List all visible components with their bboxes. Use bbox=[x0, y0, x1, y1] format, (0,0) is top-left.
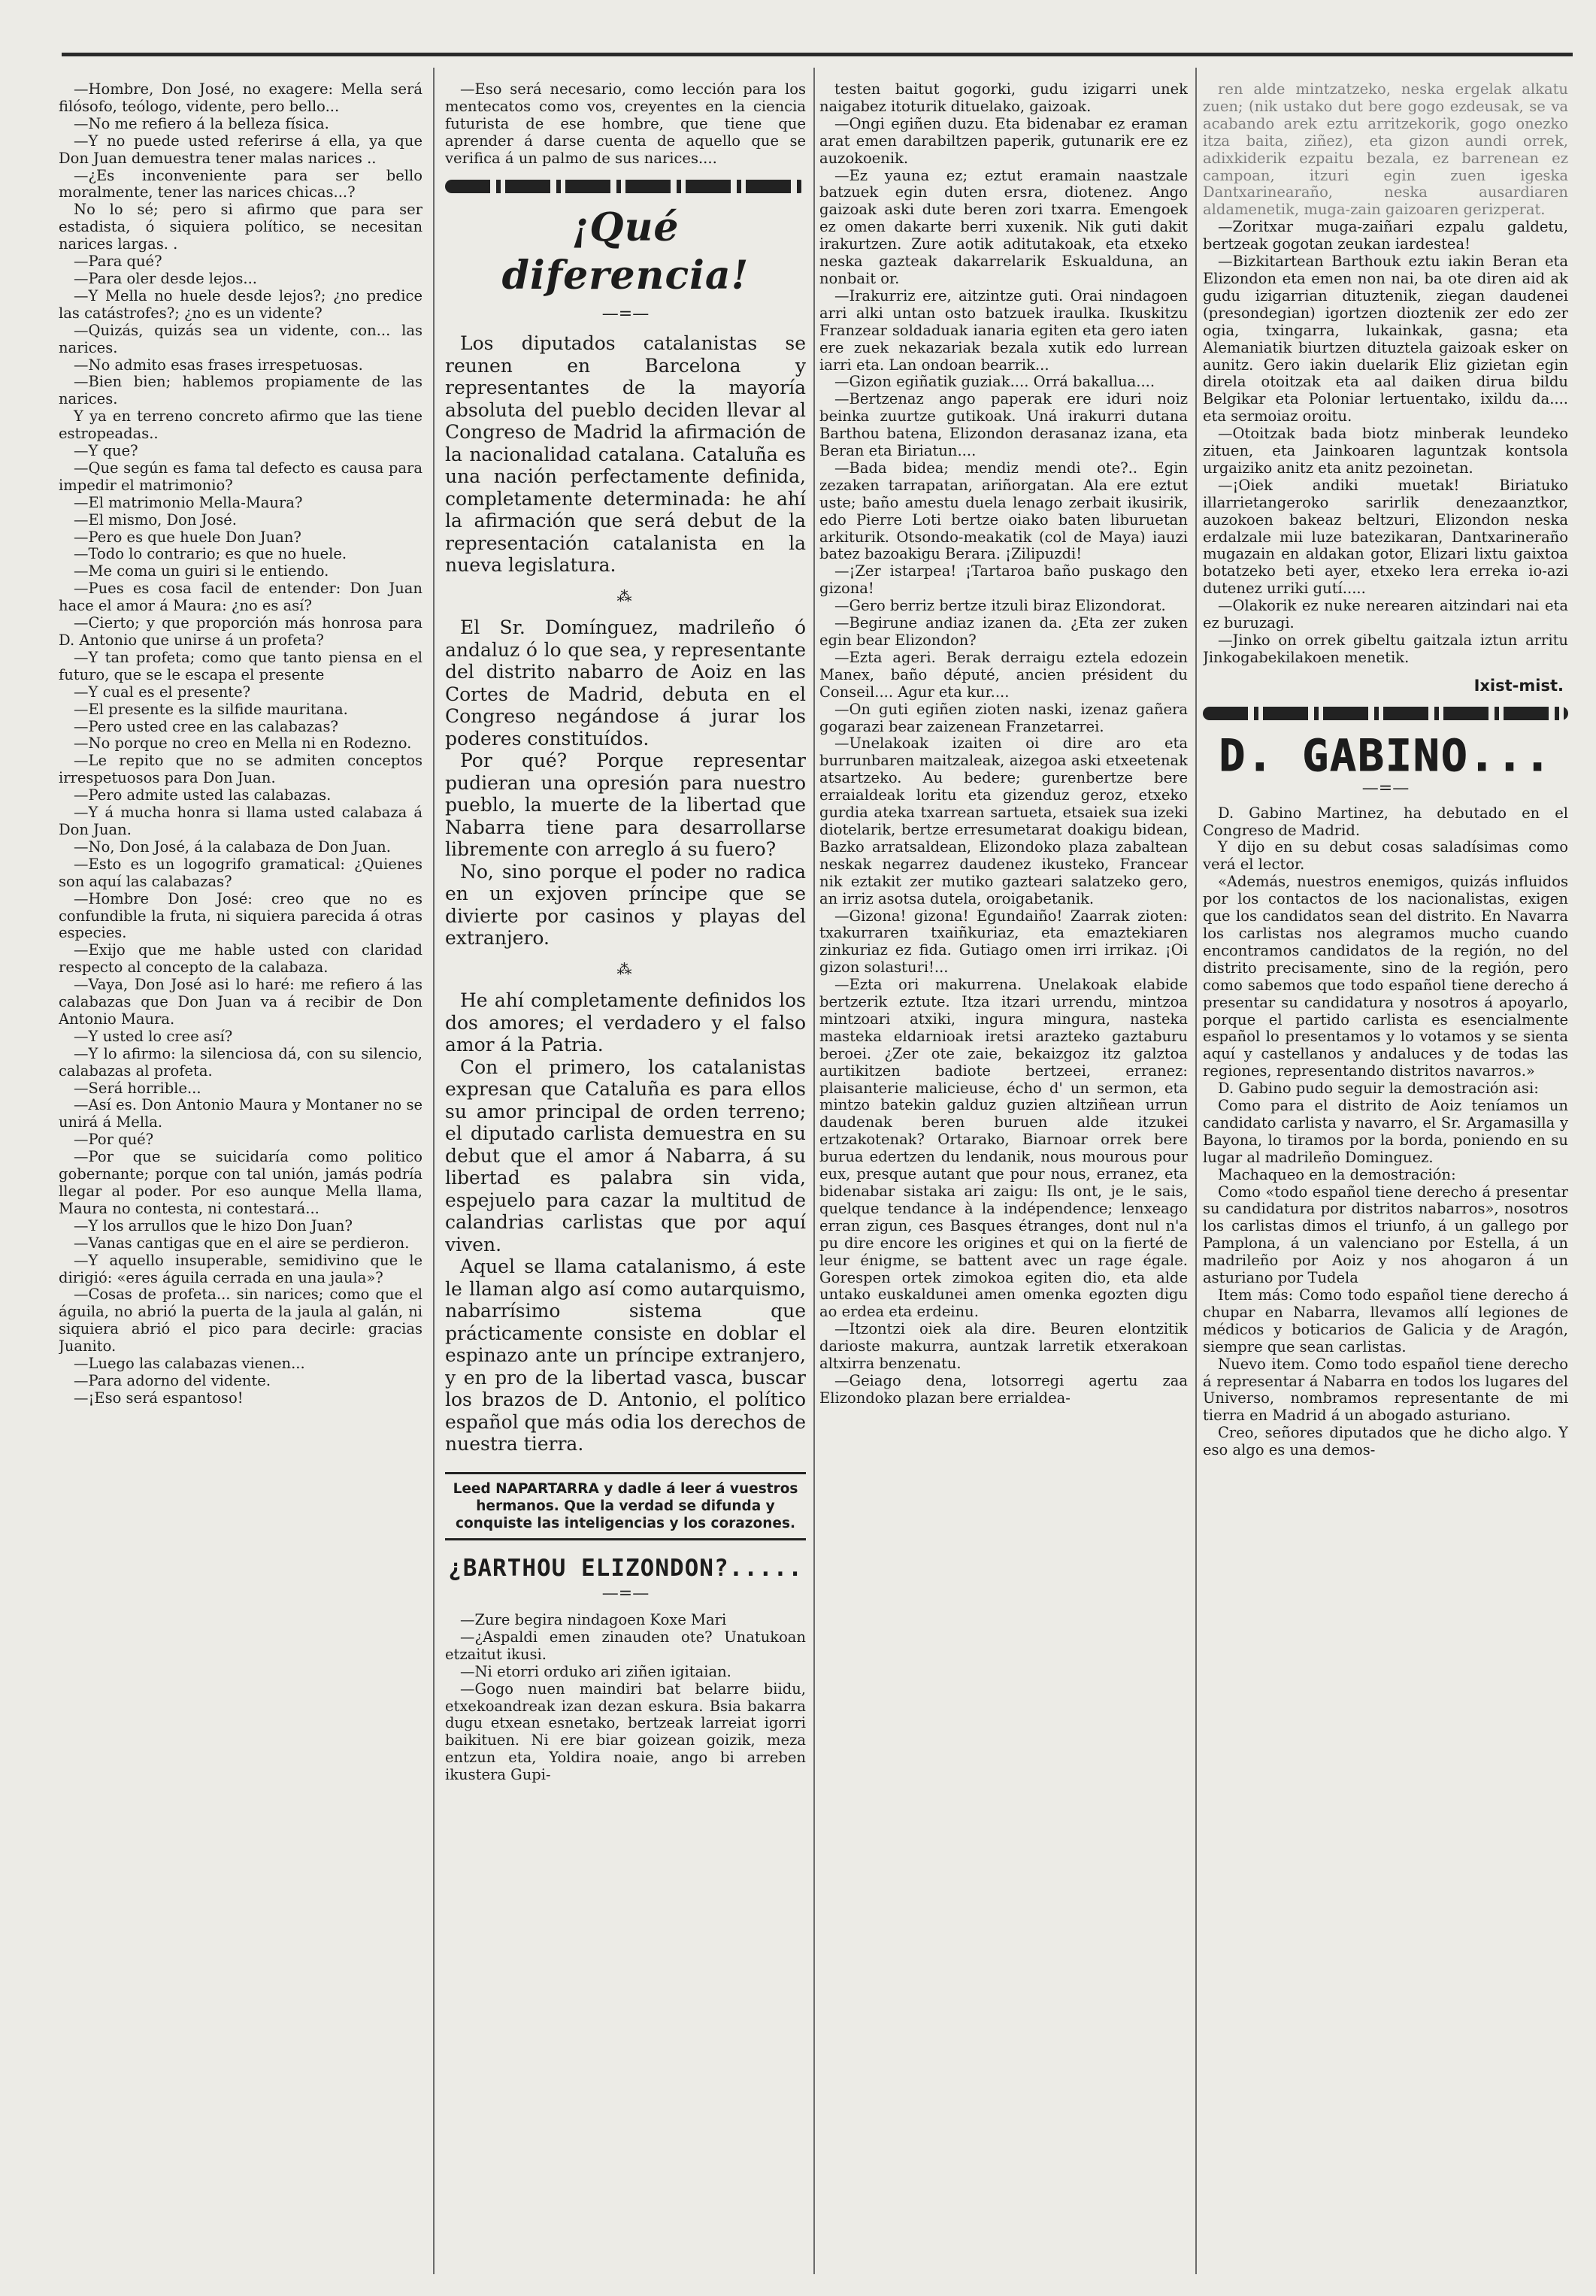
paragraph: Machaqueo en la demostración: bbox=[1218, 1165, 1456, 1183]
paragraph: Y ya en terreno concreto afirmo que las tiene estropeadas.. bbox=[59, 407, 422, 443]
paragraph: —Luego las calabazas vienen... bbox=[74, 1355, 305, 1373]
article-body-3 bbox=[445, 989, 806, 1455]
paragraph: —Bertzenaz ango paperak ere iduri noiz beinka zuurtze gutikoak. Uná irakurri dutana Barthou batena, Elizondon derasanaz izana, eta Beran eta Biriatun.... bbox=[819, 390, 1188, 460]
paragraph: —¿Aspaldi emen zinauden ote? Unatukoan etzaitut ikusi. bbox=[445, 1628, 806, 1663]
article-d-gabino-body bbox=[1203, 805, 1568, 1459]
paragraph: Nuevo item. Como todo español tiene derecho á representar á Nabarra en todos los lugares del Universo, nombramos representante de mi tierra en Madrid á un abogado asturiano. bbox=[1203, 1355, 1568, 1425]
paragraph: —Ongi egiñen duzu. Eta bidenabar ez eraman arat emen darabiltzen paperik, gutunarik ere ez auzokoenik. bbox=[819, 114, 1188, 167]
paragraph: —Y cual es el presente? bbox=[74, 683, 251, 701]
subheadline-dash: —=— bbox=[601, 1583, 650, 1603]
column-2-intro: —Eso será necesario, como lección para los mentecatos como vos, creyentes en la ciencia futurista de ese hombre, que tiene que aprender á darse cuenta de aquello que se verifica á un palmo de sus narices.... bbox=[445, 81, 806, 167]
paragraph: —Y Mella no huele desde lejos?; ¿no predice las catástrofes?; ¿no es un vidente? bbox=[59, 286, 422, 322]
paragraph: —Zoritxar muga-zaiñari ezpalu galdetu, bertzeak gogotan zeukan iardestea! bbox=[1203, 218, 1568, 253]
paragraph: —Y á mucha honra si llama usted calabaza á Don Juan. bbox=[59, 804, 422, 838]
paragraph: —Será horrible... bbox=[74, 1079, 201, 1097]
headline-dash: —=— bbox=[1361, 778, 1410, 798]
paragraph: —Olakorik ez nuke nerearen aitzindari nai eta ez buruzagi. bbox=[1203, 597, 1568, 632]
paragraph: —Exijo que me hable usted con claridad respecto al concepto de la calabaza. bbox=[59, 941, 422, 977]
paragraph: testen baitut gogorki, gudu izigarri unek naigabez itoturik dituelako, gaizoak. bbox=[819, 81, 1188, 115]
column-1-dialogue bbox=[59, 81, 422, 2281]
paragraph: —¡Zer istarpea! ¡Tartaroa baño puskago den gizona! bbox=[819, 562, 1188, 598]
paragraph: —Bizkitartean Barthouk eztu iakin Beran eta Elizondon eta emen non nai, ba ote diren aid ak gudu izigarrian dituztenik, ziegan daudenei (presondegian) igortzen dioztenik zer edo zer ogia, txingarra, lukainkak, gasna; eta Alemaniatik biurtzen dituztela gaizoak esker on aunitz. Gero iakin duelarik Eliz gizietan egin direla otoitzak eta aal daiken dirua bildu Belgikar eta Poloniar lertuentako, ixildu da.... eta sermoiaz oroitu. bbox=[1203, 253, 1568, 426]
paragraph: —Pues es cosa facil de entender: Don Juan hace el amor á Maura: ¿no es así? bbox=[59, 580, 422, 615]
paragraph: —El matrimonio Mella-Maura? bbox=[74, 493, 303, 511]
paragraph: —Y tan profeta; como que tanto piensa en el futuro, que se le escapa el presente bbox=[59, 648, 422, 683]
paragraph: Item más: Como todo español tiene derecho á chupar en Nabarra, llevamos allí legiones de médicos y boticarios de Galicia y de Aragón, siempre que sean carlistas. bbox=[1203, 1286, 1568, 1355]
article-body-1 bbox=[445, 332, 806, 577]
promo-box: Leed NAPARTARRA y dadle á leer á vuestros hermanos. Que la verdad se difunda y conquiste las inteligencias y los corazones. bbox=[445, 1472, 806, 1540]
paragraph: —Y aquello insuperable, semidivino que le dirigió: «eres águila cerrada en una jaula»? bbox=[59, 1251, 422, 1286]
paragraph: —Quizás, quizás sea un vidente, con... las narices. bbox=[59, 321, 422, 356]
paragraph: —Para qué? bbox=[74, 253, 162, 271]
paragraph: El Sr. Domínguez, madrileño ó andaluz ó lo que sea, y representante del distrito nabarro de Aoiz en las Cortes de Madrid, debuta en el Congreso negándose á jurar los poderes constituídos. bbox=[445, 616, 806, 750]
headline-d-gabino: D. GABINO... bbox=[1219, 729, 1552, 781]
paragraph: —Ezta ori makurrena. Unelakoak elabide bertzerik eztute. Itza itzari urrendu, mintzoa mintzoari atxiki, ingura mingura, nasteka masteka eldarnioak iretsi arazteko gaztaburu beroei. ¿Zer ote zaie, bekaizgoz itz galztoa aurtikitzen badiote bertzeei, erranez: plaisanterie malicieuse, écho d' un sermon, eta mintzo batekin galduz guzien altziñean urrun daudenak beren buruen alde itzukei ertzakotenak? Ortarako, Biarnoar orrek bere burua edertzen du lendanik, nous mourous pour eux, presque autant que pour nous, erranez, eta bidenabar sistaka ari zaigu: Ils ont, je le sais, quelque tendance à la indépendence; lenxeago erran zigun, ces Basques étranges, dont nul n'a pu dire encore les origines et qui on la fierté de leur énigme, se battent avec un rage égale. Gorespen ortek zimokoa egiten dio, eta alde untako euskaldunei amen omenka egozten digu ao erdea eta erdeinu. bbox=[819, 976, 1188, 1321]
paragraph: —Hombre, Don José, no exagere: Mella será filósofo, teólogo, vidente, pero bello... bbox=[59, 81, 422, 115]
paragraph: —No me refiero á la belleza física. bbox=[74, 114, 329, 132]
paragraph: —Otoitzak bada biotz minberak leundeko zituen, eta Jainkoaren laguntzak kontsola urgaiziko anitz eta anitz pezoinetan. bbox=[1203, 425, 1568, 477]
column-2 bbox=[445, 81, 806, 2281]
paragraph: —El presente es la silfide mauritana. bbox=[74, 700, 348, 718]
paragraph: —Gizon egiñatik guziak.... Orrá bakallua.... bbox=[834, 373, 1155, 391]
paragraph: —Ezta ageri. Berak derraigu eztela edozein Manex, baño député, ancien président du Conseil.... Agur eta kur.... bbox=[819, 648, 1188, 701]
paragraph: —Gogo nuen maindiri bat belarre biidu, etxekoandreak izan dezan eskura. Bsia bakarra dugu etxean esnetako, bertzeak larreiat igorri baikituen. Ni ere biar goizean goizik, meza entzun eta, Yoldira noaie, ango bi arreben ikustera Gupi- bbox=[445, 1680, 806, 1784]
paragraph: —Gizona! gizona! Egundaiño! Zaarrak zioten: txakurraren txaiñkuriaz, eta emaztekiaren zinkuriaz ez fida. Gutiago omen irri irrikaz. ¡Oi gizon solasturi!... bbox=[819, 907, 1188, 977]
paragraph: Los diputados catalanistas se reunen en Barcelona y representantes de la mayoría absoluta del pueblo deciden llevar al Congreso de Madrid la afirmación de la nacionalidad catalana. Cataluña es una nación perfectamente definida, completamente determinada: he ahí la afirmación que será debut de la representación catalanista en la nueva legislatura. bbox=[445, 332, 806, 577]
paragraph: —Pero usted cree en las calabazas? bbox=[74, 717, 338, 735]
paragraph: —Geiago dena, lotsorregi agertu zaa Elizondoko plazan bere errialdea- bbox=[819, 1371, 1188, 1407]
paragraph: —Me coma un guiri si le entiendo. bbox=[74, 562, 329, 580]
paragraph: —Ni etorri orduko ari ziñen igitaian. bbox=[460, 1662, 731, 1680]
paragraph: —Unelakoak izaiten oi dire aro eta burrunbaren maitzaleak, aizegoa aski etxeetenak atsartzeko. Au bedere; gurenbertze bere erraialdeak loritu eta gizenduz geroz, etxeko gurdia ateka txarrean sartueta, etsaiek sua izeki diotelarik, bertze erresumetarat doakigu bidean, Bazko arratsaldean, Elizondoko plaza zabaltean neskak negarrez daudenez ikusteko, Francear nik eztakit zer mutiko gazteari salatzeko gero, an irriz asotsa dutela, oroigabetanik. bbox=[819, 735, 1188, 907]
paragraph: —Para oler desde lejos... bbox=[74, 269, 257, 287]
paragraph: —Así es. Don Antonio Maura y Montaner no se unirá á Mella. bbox=[59, 1096, 422, 1131]
article-body-4 bbox=[445, 1612, 806, 1784]
paragraph: —Por qué? bbox=[74, 1131, 154, 1149]
paragraph: —Gero berriz bertze itzuli biraz Elizondorat. bbox=[834, 597, 1166, 615]
paragraph: No lo sé; pero si afirmo que para ser estadista, ó siquiera político, se necesitan narices largas. . bbox=[59, 201, 422, 253]
paragraph: —Bada bidea; mendiz mendi ote?.. Egin zezaken tarrapatan, ariñorgatan. Ala ere eztut uste; baño amestu duela lenago zerbait ikusirik, edo Pierre Loti bertze oiako baten liburuetan arkiturik. Otsondo-meakatik (col de Maya) iauzi batez bazoakigu Berara. ¡Zilipuzdi! bbox=[819, 459, 1188, 563]
paragraph: —Itzontzi oiek ala dire. Beuren elontzitik darioste makurra, auntzak larretik etxerakoan altxirra benzenatu. bbox=[819, 1320, 1188, 1373]
paragraph: D. Gabino Martinez, ha debutado en el Congreso de Madrid. bbox=[1203, 804, 1568, 839]
paragraph: Como «todo español tiene derecho á presentar su candidatura por distritos nabarros», nosotros los carlistas dimos el triunfo, á un gallego por Pamplona, á un valenciano por Estella, á un madrileño por Aoiz y nos ahogaron á un asturiano por Tudela bbox=[1203, 1183, 1568, 1287]
paragraph: ren alde mintzatzeko, neska ergelak alkatu zuen; (nik ustako dut bere gogo ezdeusak, se va acabando arek eztu arritzekorik, gogo onezko itza baita, ziñez), eta gizon aundi orrek, adixkiderik ezpaitu bezala, ez barrenean ez campoan, itzuri egin zuen igeska Dantxarinearaño, neska ausardiaren aldamenetik, muga-zain gaizoaren gerizperat. bbox=[1203, 81, 1568, 219]
paragraph: —Y usted lo cree así? bbox=[74, 1027, 233, 1045]
paragraph: —Irakurriz ere, aitzintze guti. Orai nindagoen arri alki untan osto batzuek iraulka. Ikuskitzu Franzear soldaduak ianaria egiten eta gero iaten ere zuek nekazariak bezala xutik edo lurrean iarri eta. Lan ondoan bearrik... bbox=[819, 286, 1188, 374]
top-rule bbox=[62, 53, 1573, 56]
paragraph: —Y lo afirmo: la silenciosa dá, con su silencio, calabazas al profeta. bbox=[59, 1044, 422, 1080]
paragraph: —Y no puede usted referirse á ella, ya que Don Juan demuestra tener malas narices .. bbox=[59, 132, 422, 167]
asterism: ⁂ bbox=[616, 959, 634, 978]
paragraph: —No porque no creo en Mella ni en Rodezno. bbox=[74, 735, 412, 753]
paragraph: —Para adorno del vidente. bbox=[74, 1371, 271, 1389]
paragraph: —Pero admite usted las calabazas. bbox=[74, 786, 332, 804]
paragraph: —¿Es inconveniente para ser bello moralmente, tener las narices chicas...? bbox=[59, 166, 422, 201]
paragraph: He ahí completamente definidos los dos amores; el verdadero y el falso amor á la Patria. bbox=[445, 989, 806, 1056]
paragraph: Con el primero, los catalanistas expresan que Cataluña es para ellos su amor principal de orden terreno; el diputado carlista demuestra en su debut que el amor á Nabarra, á su libertad es palabra sin vida, espejuelo para cazar la multitud de calandrias carlistas que por aquí viven. bbox=[445, 1056, 806, 1256]
paragraph: —No, Don José, á la calabaza de Don Juan. bbox=[74, 838, 391, 856]
headline-dash: —=— bbox=[601, 304, 650, 323]
paragraph: D. Gabino pudo seguir la demostración asi: bbox=[1218, 1080, 1539, 1098]
paragraph: —Y los arrullos que le hizo Don Juan? bbox=[74, 1216, 353, 1234]
paragraph: «Además, nuestros enemigos, quizás influidos por los contactos de los nacionalistas, exigen que los candidatos sean del distrito. En Navarra los carlistas nos alegramos mucho cuando encontramos candidatos de la región, no del distrito precisamente, sino de la región, pero como sabemos que todo español tiene derecho á presentar su candidatura y nosotros á apoyarlo, porque el partido carlista es esencialmente español lo presentamos y lo votamos y se sienta aquí y castellanos y andaluces y de todas las regiones, representando distritos navarros.» bbox=[1203, 873, 1568, 1080]
paragraph: —Todo lo contrario; es que no huele. bbox=[74, 545, 347, 563]
column-4-paragraphs bbox=[1203, 219, 1568, 667]
paragraph: —Ez yauna ez; eztut eramain naastzale batzuek egin duten ersra, diotenez. Ango gaizoak aski dute beren zori txarra. Emengoek ez omen dakarte berri xuxenik. Nik guti dakit irakurtzen. Zure aotik aditutakoak, eta etxeko neska gazteak dakarrelarik Eskualduna, an nonbait or. bbox=[819, 166, 1188, 287]
paragraph: —Esto es un logogrifo gramatical: ¿Quienes son aquí las calabazas? bbox=[59, 855, 422, 890]
paragraph: —¡Eso será espantoso! bbox=[74, 1389, 244, 1407]
headline-barthou-elizondon: ¿BARTHOU ELIZONDON?..... bbox=[448, 1554, 803, 1582]
paragraph: —Cosas de profeta... sin narices; como que el águila, no abrió la puerta de la jaula al galán, ni siquiera abrió el pico para decirle: gracias Juanito. bbox=[59, 1286, 422, 1355]
paragraph: Y dijo en su debut cosas saladísimas como verá el lector. bbox=[1203, 838, 1568, 874]
signature: Ixist-mist. bbox=[1473, 676, 1564, 695]
paragraph: —Que según es fama tal defecto es causa para impedir el matrimonio? bbox=[59, 459, 422, 494]
paragraph: —Zure begira nindagoen Koxe Mari bbox=[460, 1611, 727, 1629]
faded-paragraphs bbox=[1203, 81, 1568, 219]
asterism: ⁂ bbox=[616, 586, 634, 605]
paragraph: —El mismo, Don José. bbox=[74, 510, 237, 529]
paragraph: —Pero es que huele Don Juan? bbox=[74, 528, 301, 546]
paragraph: —Cierto; y que proporción más honrosa para D. Antonio que unirse á un profeta? bbox=[59, 614, 422, 649]
ornamental-divider bbox=[1203, 707, 1568, 720]
column-rule bbox=[813, 68, 815, 2274]
ornamental-divider bbox=[445, 180, 806, 193]
paragraph: Creo, señores diputados que he dicho algo. Y eso algo es una demos- bbox=[1203, 1424, 1568, 1459]
headline-que-diferencia: ¡Qué diferencia! bbox=[501, 204, 750, 298]
paragraph: Por qué? Porque representar pudieran una opresión para nuestro pueblo, la muerte de la libertad que Nabarra tiene para desarrollarse libremente con arreglo á su fuero? bbox=[445, 750, 806, 861]
paragraph: Como para el distrito de Aoiz teníamos un candidato carlista y navarro, el Sr. Argamasilla y Bayona, lo tiramos por la borda, poniendo en su lugar al madrileño Dominguez. bbox=[1203, 1097, 1568, 1166]
article-body-2 bbox=[445, 616, 806, 950]
paragraph: —Vanas cantigas que en el aire se perdieron. bbox=[74, 1234, 410, 1252]
paragraph: —Y que? bbox=[74, 442, 138, 460]
paragraph: —Begirune andiaz izanen da. ¿Eta zer zuken egin bear Elizondon? bbox=[819, 614, 1188, 649]
column-3-basque-text bbox=[819, 81, 1188, 2281]
paragraph: No, sino porque el poder no radica en un exjoven príncipe que se divierte por casinos y playas del extranjero. bbox=[445, 860, 806, 950]
column-rule bbox=[1195, 68, 1197, 2274]
paragraph: —Le repito que no se admiten conceptos irrespetuosos para Don Juan. bbox=[59, 752, 422, 787]
paragraph: —Jinko on orrek gibeltu gaitzala iztun arritu Jinkogabekilakoen menetik. bbox=[1203, 632, 1568, 666]
paragraph: —Vaya, Don José asi lo haré: me refiero á las calabazas que Don Juan va á recibir de Don Antonio Maura. bbox=[59, 976, 422, 1028]
paragraph: —On guti egiñen zioten naski, izenaz gañera gogarazi bear zaizenean Franzetarrei. bbox=[819, 700, 1188, 735]
paragraph: —¡Oiek andiki muetak! Biriatuko illarrietangeroko sarirlik denezaanztkor, auzokoen bakeaz beltzuri, Elizondon neska erdalzale mii luze batezikaran, Dantxarineraño mugazain en aldakan gotor, Elizari lixtu gaixtoa botatzeko beti ayer, etxeko lera erreka io-azi dutenez urriki gutí..... bbox=[1203, 476, 1568, 598]
paragraph: —No admito esas frases irrespetuosas. bbox=[74, 356, 363, 374]
paragraph: —Hombre Don José: creo que no es confundible la fruta, ni siquiera parecida á otras especies. bbox=[59, 889, 422, 942]
paragraph: —Por que se suicidaría como politico gobernante; porque con tal unión, jamás podría llegar al poder. Por eso aunque Mella llama, Maura no contesta, ni contestará... bbox=[59, 1148, 422, 1217]
column-4 bbox=[1203, 81, 1568, 2281]
paragraph: —Bien bien; hablemos propiamente de las narices. bbox=[59, 373, 422, 408]
paragraph: Aquel se llama catalanismo, á este le llaman algo así como autarquismo, nabarrísimo sistema que prácticamente consiste en doblar el espinazo ante un príncipe extranjero, y en pro de la libertad vasca, buscar los brazos de D. Antonio, el político español que más odia los derechos de nuestra tierra. bbox=[445, 1256, 806, 1455]
column-rule bbox=[433, 68, 435, 2274]
